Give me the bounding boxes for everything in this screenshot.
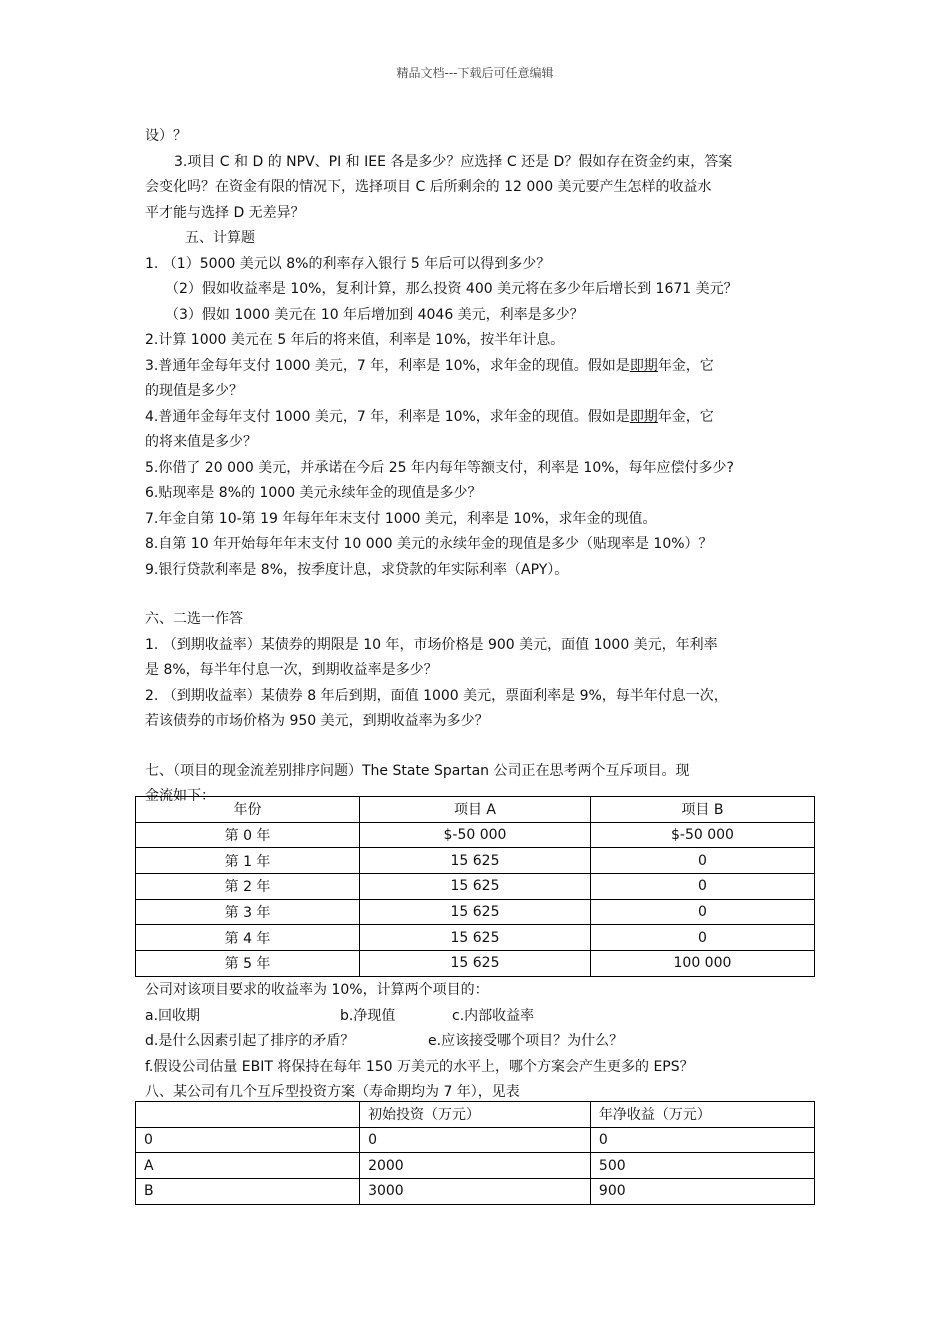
question-1-part2: （2）假如收益率是 10%，复利计算，那么投资 400 美元将在多少年后增长到 1671 美元？ <box>165 281 738 297</box>
text-span: 年金，它 <box>657 408 714 425</box>
text-line: 3.项目 C 和 D 的 NPV、PI 和 IEE 各是多少？应选择 C 还是 D？假如存在资金约束，答案 <box>174 153 733 170</box>
section-heading-7: 七、（项目的现金流差别排序问题）The State Spartan 公司正在思考两个互斥项目。现 <box>145 762 690 779</box>
table-cell: 15 625 <box>360 925 591 951</box>
investment-table <box>135 1101 815 1205</box>
text-span: 年金，它 <box>657 357 714 374</box>
underlined-term: 即期 <box>629 408 658 425</box>
table-header-row <box>136 797 815 823</box>
sub-question-f: f.假设公司估量 EBIT 将保持在每年 150 万美元的水平上，哪个方案会产生更多的 EPS？ <box>145 1058 694 1075</box>
text-line: 1. （到期收益率）某债券的期限是 10 年，市场价格是 900 美元，面值 1000 美元，年利率 <box>145 636 718 653</box>
question-9: 9.银行贷款利率是 8%，按季度计息，求贷款的年实际利率（APY）。 <box>145 561 569 578</box>
text-line: 金流如下： <box>145 788 215 804</box>
section-heading-5: 五、计算题 <box>185 230 255 246</box>
table-row <box>136 1153 815 1179</box>
text-line: 2. （到期收益率）某债券 8 年后到期，面值 1000 美元，票面利率是 9%，每半年付息一次， <box>145 687 728 704</box>
sub-question-e: e.应该接受哪个项目？为什么？ <box>428 1033 624 1049</box>
underlined-term: 即期 <box>629 357 658 374</box>
table-cell: A <box>136 1153 360 1179</box>
table-cell: $-50 000 <box>590 822 814 848</box>
table-row <box>136 848 815 874</box>
question-8: 8.自第 10 年开始每年年末支付 10 000 美元的永续年金的现值是多少（贴现率是 10%）？ <box>145 536 713 552</box>
table-header-cell <box>136 1102 360 1128</box>
sub-questions-de <box>145 1029 815 1055</box>
text-line: 是 8%，每半年付息一次，到期收益率是多少？ <box>145 662 438 678</box>
table-header-cell: 项目 A <box>360 797 591 823</box>
sub-question-c: c.内部收益率 <box>452 1007 535 1024</box>
question-1: 1. （1）5000 美元以 8%的利率存入银行 5 年后可以得到多少？ <box>145 255 551 272</box>
spacer <box>145 735 815 759</box>
table-cell: 15 625 <box>360 899 591 925</box>
section-heading-6: 六、二选一作答 <box>145 611 243 627</box>
table-cell: 3000 <box>360 1179 591 1205</box>
table-header-cell: 项目 B <box>590 797 814 823</box>
question-1-part3: （3）假如 1000 美元在 10 年后增加到 4046 美元，利率是多少？ <box>165 306 584 323</box>
post-table-text <box>145 978 815 1106</box>
question-3 <box>145 354 815 380</box>
table-row <box>136 899 815 925</box>
table-row <box>136 1179 815 1205</box>
question-4 <box>145 405 815 431</box>
sub-question-a: a.回收期 <box>145 1007 201 1024</box>
text-span: 3.普通年金每年支付 1000 美元，7 年，利率是 10%，求年金的现值。假如是 <box>145 357 630 374</box>
text-line: 若该债券的市场价格为 950 美元，到期收益率为多少？ <box>145 713 489 729</box>
question-7: 7.年金自第 10-第 19 年每年年末支付 1000 美元，利率是 10%，求年金的现值。 <box>145 510 657 527</box>
text-line: 平才能与选择 D 无差异？ <box>145 204 305 221</box>
table-cell: 2000 <box>360 1153 591 1179</box>
section-heading-8: 八、某公司有几个互斥型投资方案（寿命期均为 7 年），见表 <box>145 1084 520 1100</box>
table-cell: 0 <box>590 925 814 951</box>
sub-question-d: d.是什么因素引起了排序的矛盾？ <box>145 1033 355 1049</box>
table-header-cell: 年净收益（万元） <box>590 1102 814 1128</box>
sub-questions-abc <box>145 1004 815 1030</box>
document-body <box>145 124 815 810</box>
table-cell: 0 <box>360 1127 591 1153</box>
table-cell: 第 1 年 <box>136 848 360 874</box>
text-line: 会变化吗？在资金有限的情况下，选择项目 C 后所剩余的 12 000 美元要产生怎样的收益水 <box>145 179 712 195</box>
table-cell: 第 5 年 <box>136 951 360 977</box>
question-5: 5.你借了 20 000 美元，并承诺在今后 25 年内每年等额支付，利率是 10%，每年应偿付多少? <box>145 459 734 476</box>
spacer <box>145 583 815 607</box>
cash-flow-table <box>135 796 815 977</box>
table-cell: 0 <box>136 1127 360 1153</box>
table-cell: 0 <box>590 899 814 925</box>
table-cell: 第 4 年 <box>136 925 360 951</box>
table-row <box>136 874 815 900</box>
table-row <box>136 925 815 951</box>
table-row <box>136 951 815 977</box>
table-cell: 第 0 年 <box>136 822 360 848</box>
table-cell: 900 <box>590 1179 814 1205</box>
page-header: 精品文档---下载后可任意编辑 <box>396 66 554 80</box>
table-cell: 100 000 <box>590 951 814 977</box>
text-line: 公司对该项目要求的收益率为 10%，计算两个项目的： <box>145 982 489 998</box>
table-header-cell: 年份 <box>136 797 360 823</box>
table-cell: 0 <box>590 1127 814 1153</box>
table-cell: 500 <box>590 1153 814 1179</box>
table-row <box>136 1127 815 1153</box>
question-6: 6.贴现率是 8%的 1000 美元永续年金的现值是多少？ <box>145 485 482 501</box>
table-cell: $-50 000 <box>360 822 591 848</box>
table-row <box>136 822 815 848</box>
table-header-cell: 初始投资（万元） <box>360 1102 591 1128</box>
text-line: 的将来值是多少？ <box>145 434 257 450</box>
table-cell: 第 2 年 <box>136 874 360 900</box>
table-cell: 15 625 <box>360 848 591 874</box>
text-line: 设）？ <box>145 128 187 144</box>
table-cell: 0 <box>590 848 814 874</box>
table-cell: 15 625 <box>360 951 591 977</box>
sub-question-b: b.净现值 <box>340 1007 396 1024</box>
question-2: 2.计算 1000 美元在 5 年后的将来值，利率是 10%，按半年计息。 <box>145 332 565 348</box>
text-line: 的现值是多少？ <box>145 383 243 399</box>
table-cell: 第 3 年 <box>136 899 360 925</box>
table-header-row <box>136 1102 815 1128</box>
table-cell: B <box>136 1179 360 1205</box>
text-span: 4.普通年金每年支付 1000 美元，7 年，利率是 10%，求年金的现值。假如是 <box>145 408 630 425</box>
table-cell: 0 <box>590 874 814 900</box>
table-cell: 15 625 <box>360 874 591 900</box>
